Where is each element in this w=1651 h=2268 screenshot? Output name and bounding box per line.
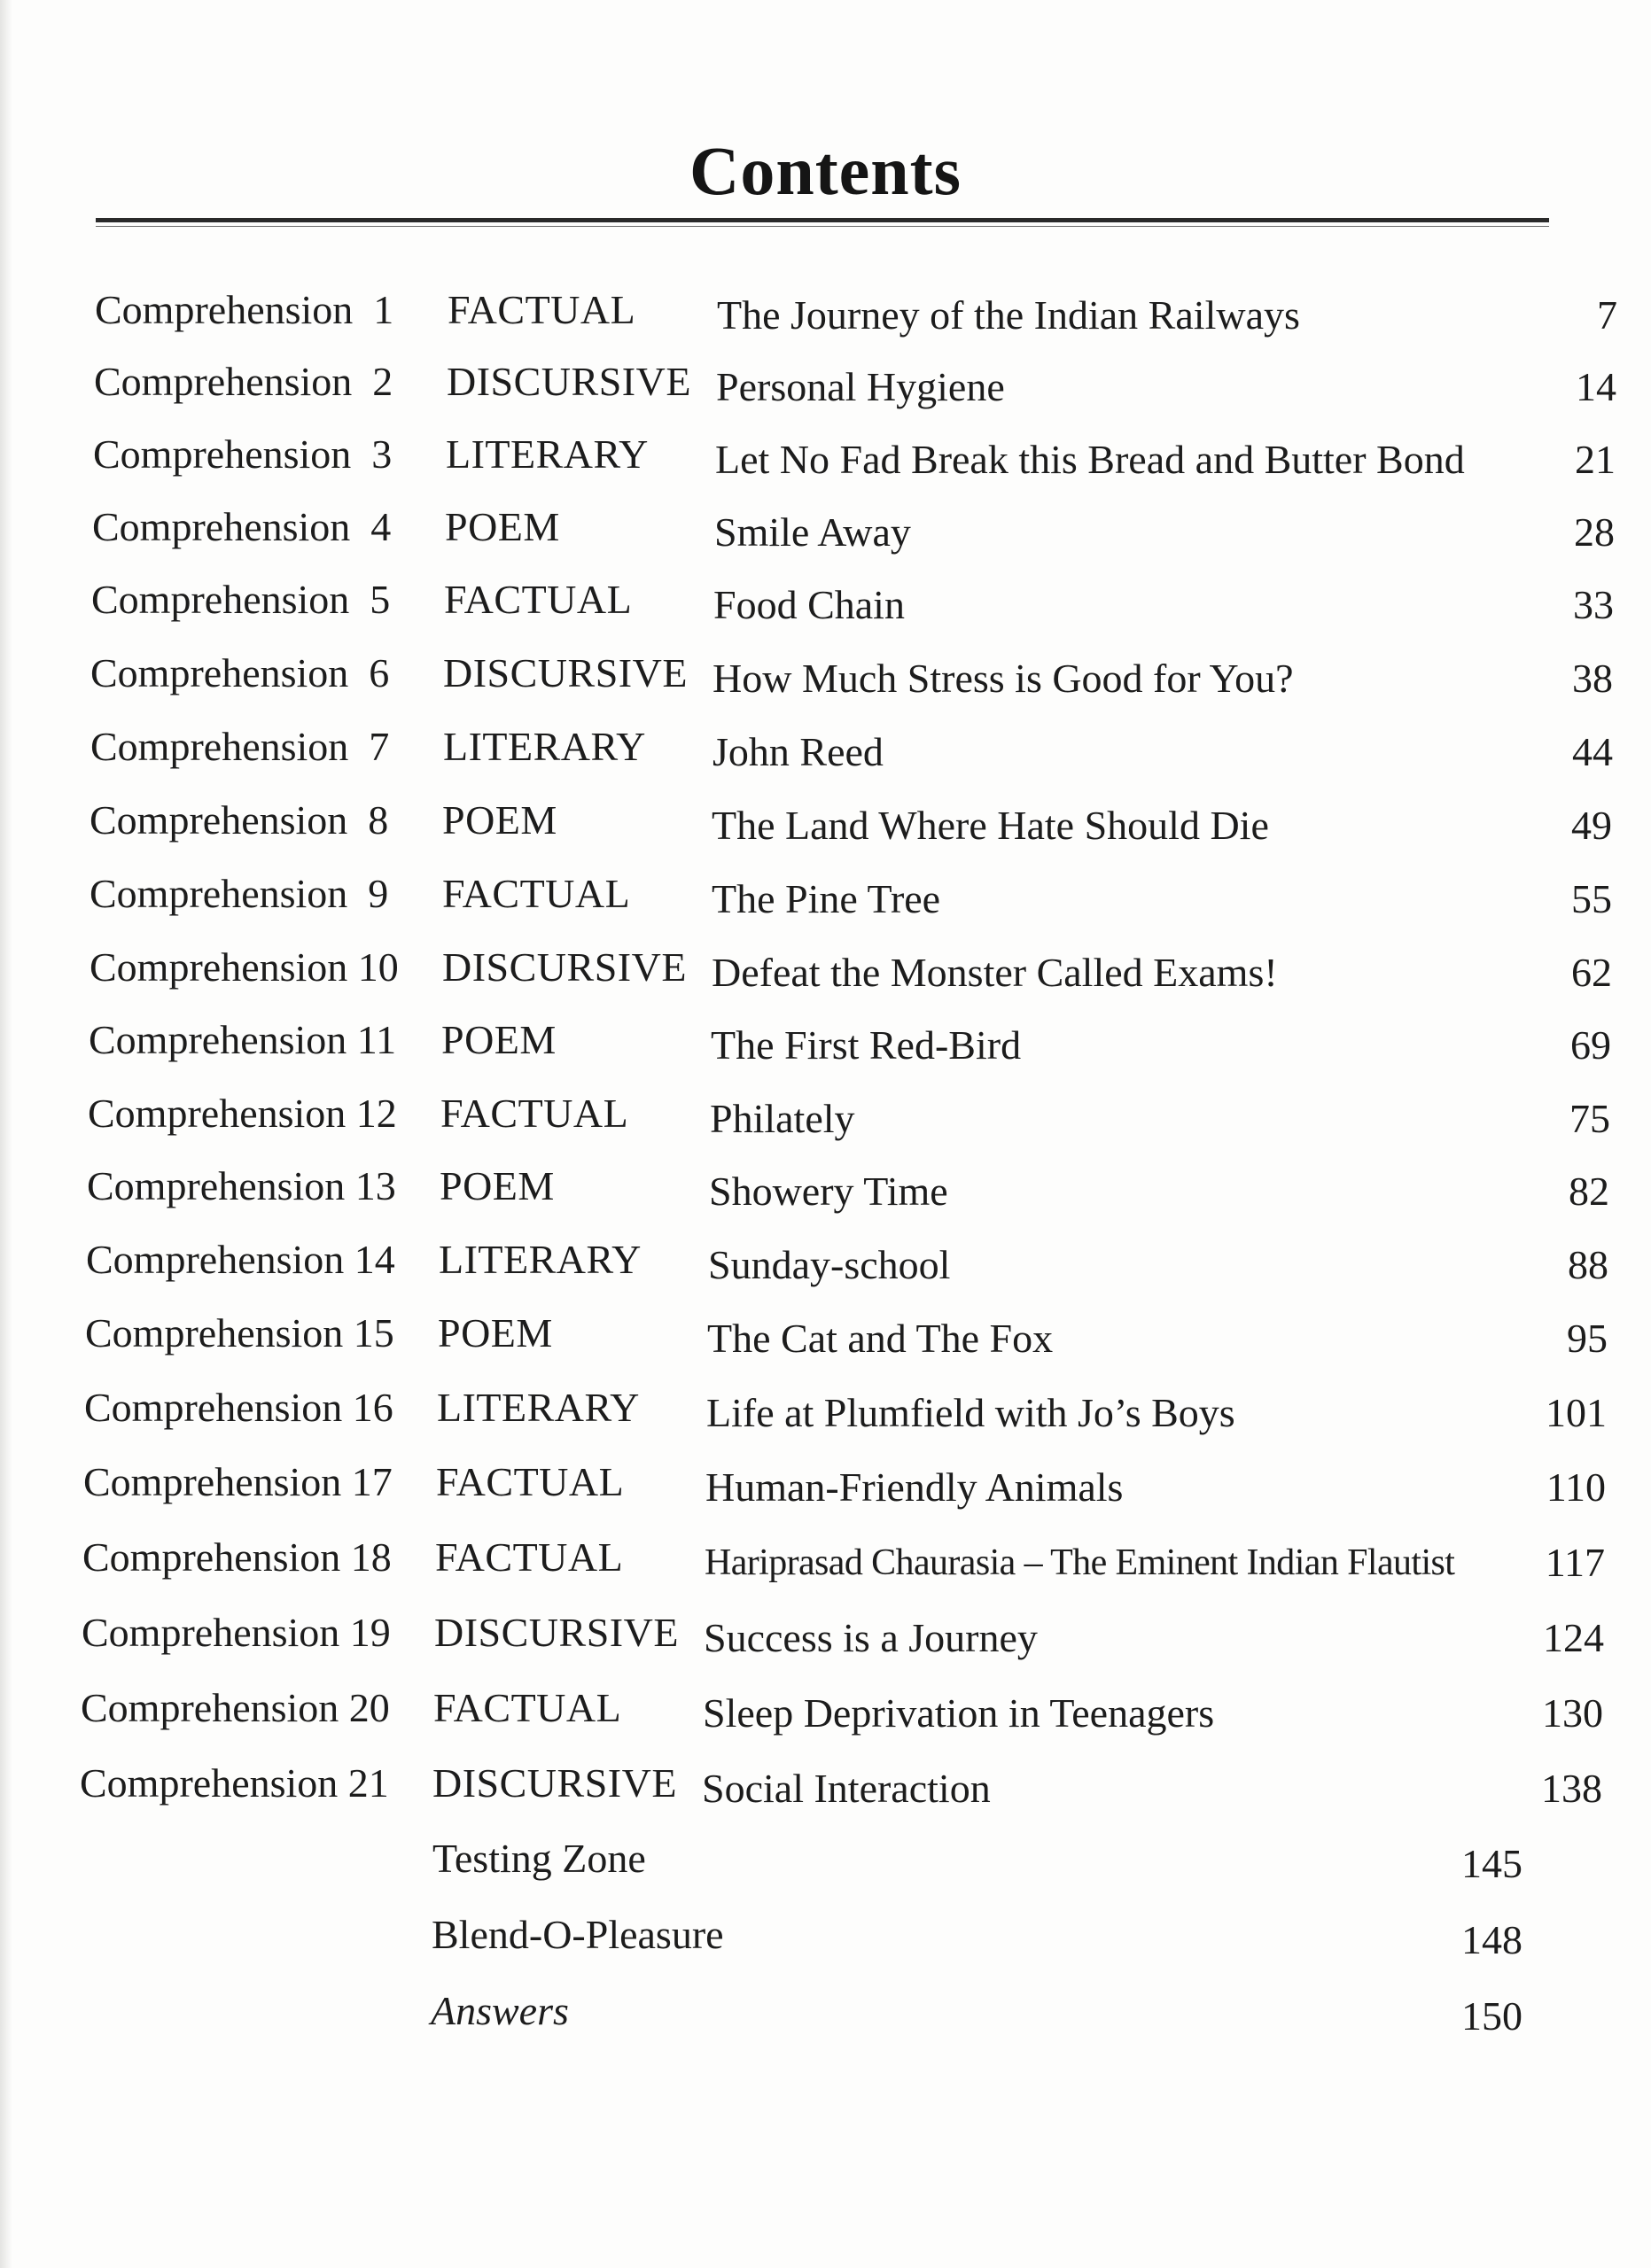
toc-type: LITERARY xyxy=(443,724,646,769)
toc-type: FACTUAL xyxy=(435,1534,624,1580)
toc-label: Comprehension 21 xyxy=(80,1760,389,1806)
toc-label: Comprehension 19 xyxy=(82,1610,391,1655)
toc-page: 95 xyxy=(1567,1316,1608,1361)
toc-page: 28 xyxy=(1574,509,1615,555)
toc-title: The First Red-Bird xyxy=(711,1022,1022,1068)
toc-page: 150 xyxy=(1461,1993,1523,2039)
toc-title: Life at Plumfield with Jo’s Boys xyxy=(706,1390,1235,1435)
toc-label: Comprehension 1 xyxy=(95,287,394,332)
toc-label: Comprehension 12 xyxy=(88,1091,397,1136)
toc-type: LITERARY xyxy=(446,431,649,477)
toc-title: Defeat the Monster Called Exams! xyxy=(712,950,1278,995)
toc-page: 148 xyxy=(1461,1917,1523,1962)
toc-type: POEM xyxy=(438,1310,553,1355)
toc-type: FACTUAL xyxy=(442,871,631,916)
toc-page: 33 xyxy=(1573,582,1614,627)
toc-label: Comprehension 10 xyxy=(90,944,399,990)
toc-type: LITERARY xyxy=(439,1237,642,1282)
toc-type: FACTUAL xyxy=(436,1459,625,1504)
toc-page: 49 xyxy=(1571,803,1612,848)
toc-label: Comprehension 6 xyxy=(90,650,390,695)
toc-label: Comprehension 7 xyxy=(90,724,390,769)
toc-title: Personal Hygiene xyxy=(716,364,1005,409)
toc-title: The Cat and The Fox xyxy=(707,1316,1054,1361)
toc-title: Success is a Journey xyxy=(704,1615,1038,1660)
toc-type: FACTUAL xyxy=(440,1091,629,1136)
toc-type: POEM xyxy=(440,1163,555,1208)
toc-type: DISCURSIVE xyxy=(434,1610,679,1655)
toc-label: Comprehension 9 xyxy=(90,871,389,916)
toc-title: Human-Friendly Animals xyxy=(705,1464,1124,1510)
toc-type: POEM xyxy=(445,504,560,549)
toc-label: Comprehension 16 xyxy=(84,1385,393,1430)
toc-title: Social Interaction xyxy=(702,1766,991,1811)
toc-title: Hariprasad Chaurasia – The Eminent Indian Flautist xyxy=(705,1542,1455,1583)
toc-type: FACTUAL xyxy=(433,1685,622,1730)
toc-title: Smile Away xyxy=(714,509,911,555)
toc-page: 69 xyxy=(1570,1022,1611,1068)
toc-title: Testing Zone xyxy=(432,1836,646,1881)
toc-page: 38 xyxy=(1572,656,1613,701)
toc-type: FACTUAL xyxy=(448,287,636,332)
toc-page: 101 xyxy=(1546,1390,1607,1435)
toc-type: DISCURSIVE xyxy=(447,359,691,404)
toc-label: Comprehension 8 xyxy=(90,797,389,843)
toc-page: 88 xyxy=(1568,1242,1608,1287)
toc-type: DISCURSIVE xyxy=(432,1760,677,1806)
toc-label: Comprehension 5 xyxy=(91,577,391,622)
toc-title: The Journey of the Indian Railways xyxy=(717,292,1300,338)
toc-page: 62 xyxy=(1571,950,1612,995)
toc-type: LITERARY xyxy=(437,1385,640,1430)
toc-type: DISCURSIVE xyxy=(442,944,687,990)
toc-page: 75 xyxy=(1569,1096,1610,1141)
toc-label: Comprehension 15 xyxy=(85,1310,394,1355)
toc-page: 55 xyxy=(1571,876,1612,921)
toc-title: Sunday-school xyxy=(708,1242,951,1287)
toc-title: The Land Where Hate Should Die xyxy=(712,803,1269,848)
toc-type: FACTUAL xyxy=(444,577,633,622)
toc-label: Comprehension 20 xyxy=(81,1685,390,1730)
toc-page: 124 xyxy=(1543,1615,1604,1660)
toc-page: 82 xyxy=(1569,1169,1609,1214)
page-title: Contents xyxy=(689,132,962,209)
toc-label: Comprehension 3 xyxy=(93,431,393,477)
toc-label: Comprehension 17 xyxy=(83,1459,393,1504)
toc-title: The Pine Tree xyxy=(712,876,941,921)
toc-title: How Much Stress is Good for You? xyxy=(713,656,1294,701)
toc-title: Philately xyxy=(710,1096,855,1141)
toc-type: DISCURSIVE xyxy=(443,650,688,695)
toc-title: Showery Time xyxy=(709,1169,948,1214)
toc-label: Comprehension 13 xyxy=(87,1163,396,1208)
toc-type: POEM xyxy=(441,1017,557,1062)
toc-title: John Reed xyxy=(713,729,884,774)
toc-label: Comprehension 2 xyxy=(94,359,393,404)
toc-page: 138 xyxy=(1541,1766,1602,1811)
toc-page: 130 xyxy=(1542,1690,1603,1736)
toc-page: 110 xyxy=(1546,1464,1606,1510)
toc-page: 14 xyxy=(1576,364,1616,409)
toc-title: Answers xyxy=(431,1988,569,2033)
toc-title: Let No Fad Break this Bread and Butter Bond xyxy=(715,437,1465,482)
toc-type: POEM xyxy=(442,797,557,843)
toc-label: Comprehension 11 xyxy=(89,1017,397,1062)
toc-title: Sleep Deprivation in Teenagers xyxy=(703,1690,1215,1736)
toc-page: 7 xyxy=(1597,292,1617,338)
toc-label: Comprehension 14 xyxy=(86,1237,395,1282)
toc-label: Comprehension 4 xyxy=(92,504,392,549)
toc-label: Comprehension 18 xyxy=(82,1534,392,1580)
toc-page: 145 xyxy=(1461,1841,1523,1886)
toc-title: Food Chain xyxy=(713,582,905,627)
toc-page: 44 xyxy=(1572,729,1613,774)
toc-page: 117 xyxy=(1545,1540,1605,1585)
toc-title: Blend-O-Pleasure xyxy=(432,1912,724,1957)
toc-page: 21 xyxy=(1575,437,1616,482)
